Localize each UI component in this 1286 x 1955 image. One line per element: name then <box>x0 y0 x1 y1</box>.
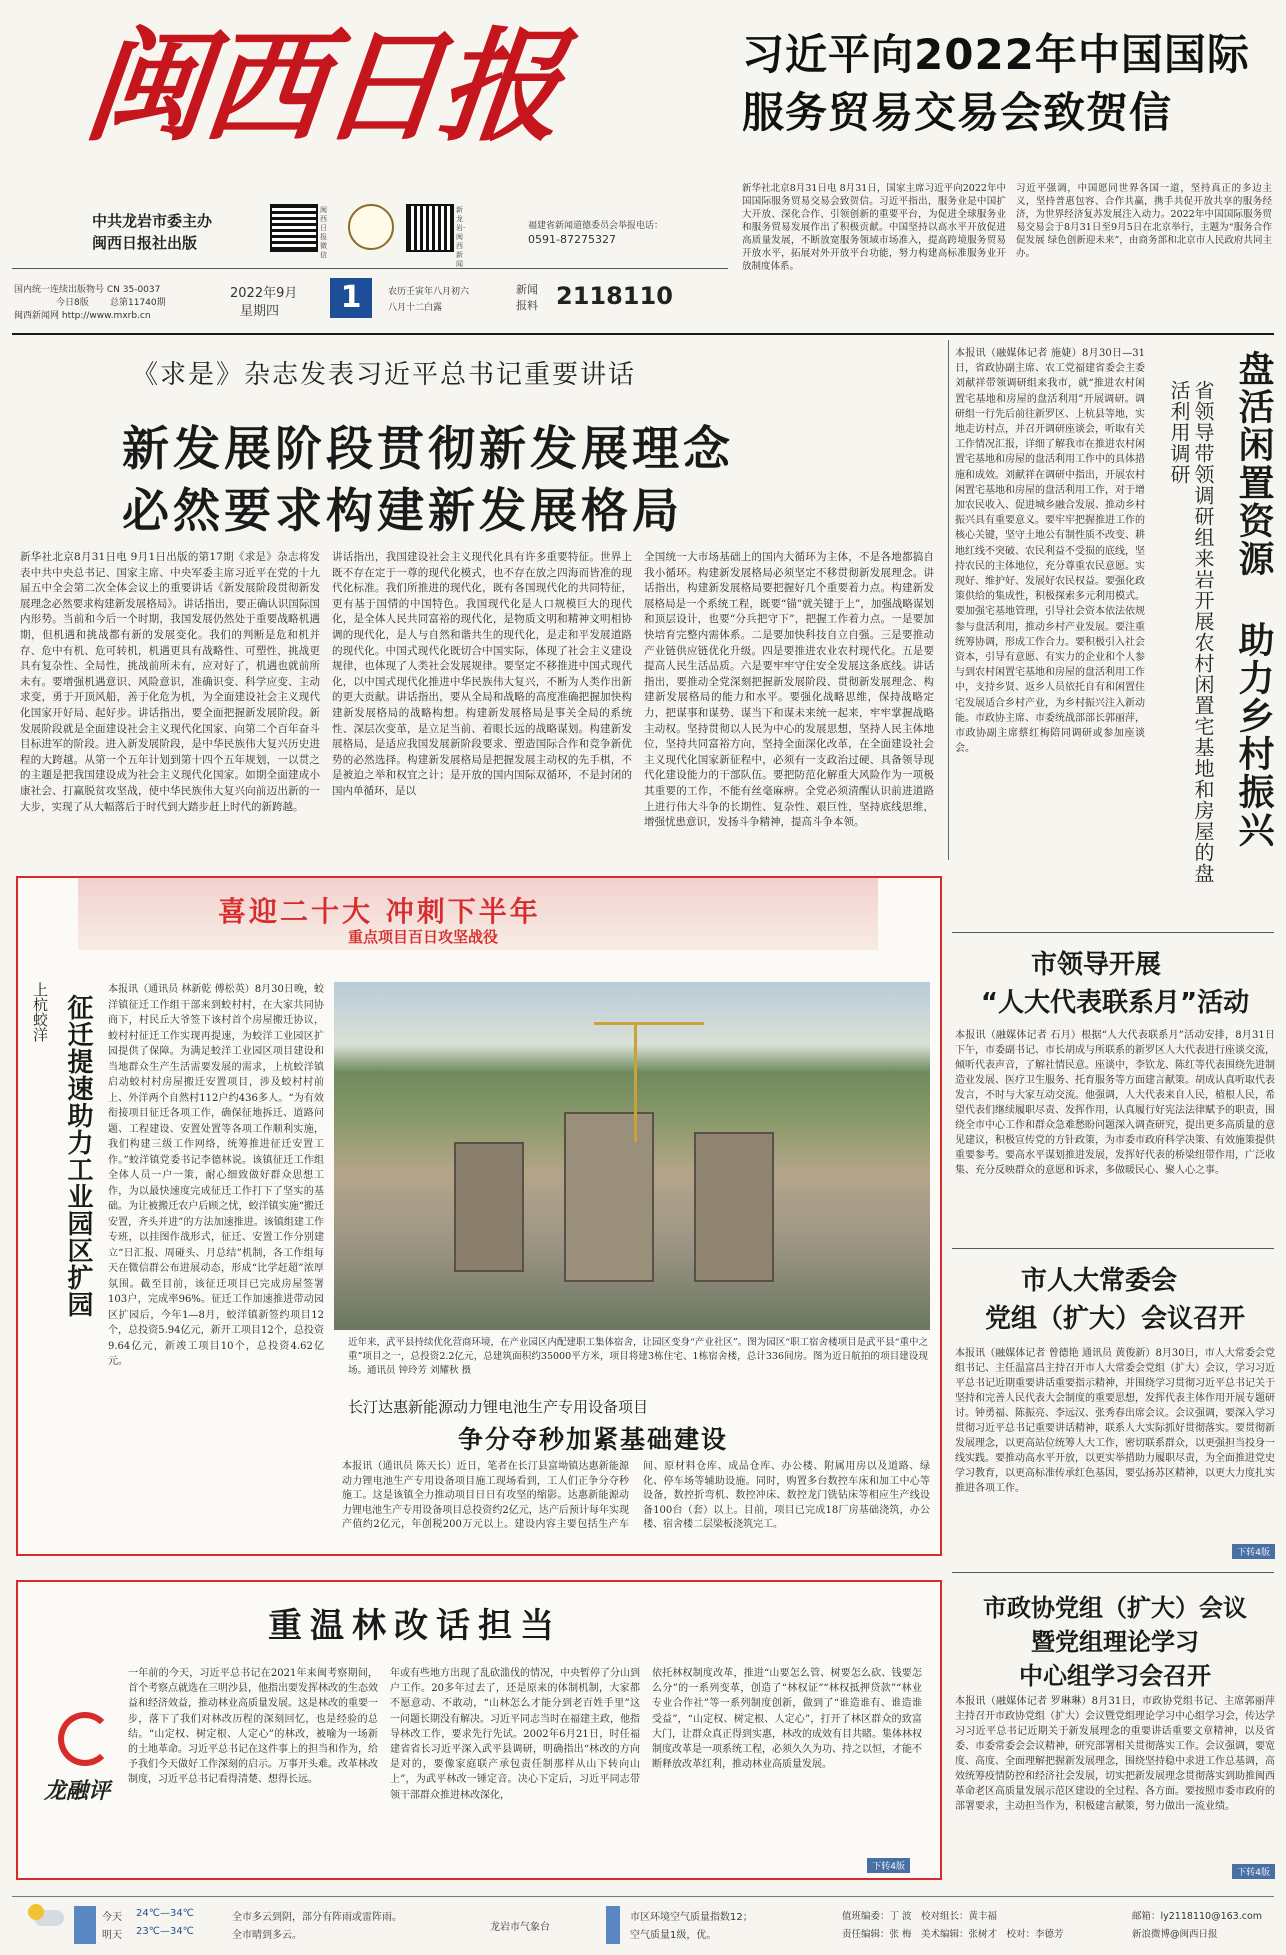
right1-body: 本报讯（融媒体记者 施婕）8月30日—31日，省政协副主席、农工党福建省委会主委刘献祥带领调研组来我市，就“推进农村闲置宅基地和房屋的盘活利用”开展调研。调研组一行先后前往新罗区、上杭县等地，实地走访村点，并召开调研座谈会，听取有关工作情况汇报，详细了解我市在推进农村闲置宅基地和房屋的盘活利用工作中的具体措施和成效。刘献祥在调研中指出，开展农村闲置宅基地和房屋的盘活利用工作，对于增加农民收入、促进城乡融合发展、推动乡村振兴具有重要意义。要牢牢把握推进工作的核心关键，坚守土地公有制性质不改变、耕地红线不突破、农民利益不受损的底线，坚持农民的主体地位，充分尊重农民意愿。实现好、维护好、发展好农民权益。要强化政策供给的集成性，积极探索多元利用模式。要加强宅基地管理，引导社会资本依法依规参与盘活利用，推动乡村产业发展。要注重统筹协调，形成工作合力。要积极引入社会资本，引导有意愿、有实力的企业和个人参与到农村闲置宅基地和房屋的盘活利用工作中，支持乡贤、返乡人员依托自有和闲置住宅发展适合乡村产业，为乡村振兴注入新动能。市政协主席、市委统战部部长郭丽萍，市政协副主席蔡红梅陪同调研或参加座谈会。 <box>955 348 1145 755</box>
feature-banner-sub: 重点项目百日攻坚战役 <box>348 928 499 946</box>
column-rule-right <box>948 340 949 860</box>
right3-more-link[interactable]: 下转4版 <box>1232 1544 1275 1559</box>
lunar-date-2: 八月十二白露 <box>388 303 443 313</box>
hotline-label: 福建省新闻道德委员会举报电话： <box>528 221 664 231</box>
top-headline: 习近平向2022年中国国际服务贸易交易会致贺信 <box>742 30 1250 137</box>
tomorrow-desc: 全市晴到多云。 <box>232 1930 302 1941</box>
construction-photo <box>334 982 930 1330</box>
email[interactable]: 邮箱：ly2118110@163.com <box>1132 1911 1263 1922</box>
app-qr-label: 新龙岩·闽西新闻 <box>456 206 466 268</box>
staff-line-1: 值班编委：丁 波 校对组长：黄丰福 <box>842 1911 998 1922</box>
right2-title-2: “人大代表联系月”活动 <box>980 988 1250 1018</box>
right-story-2 <box>955 936 1275 1246</box>
right4-more-link[interactable]: 下转4版 <box>1232 1864 1275 1879</box>
today-desc: 全市多云到阴，部分有阵雨或雷阵雨。 <box>232 1912 402 1923</box>
photo-crane <box>634 1022 637 1142</box>
photo-caption: 近年来，武平县持续优化营商环境，在产业园区内配建职工集体宿舍，让园区变身“产业社区”。图为园区“职工宿舍楼项目是武平县“重中之重”项目之一，总投资2.2亿元，总建筑面积约35000平方米，项目将建3栋住宅、1栋宿舍楼，总计336间房。图为近日航拍的项目建设现场。通讯员 钟玲芳 刘耀秋 摄 <box>348 1337 928 1376</box>
photo-building-1 <box>454 1142 524 1272</box>
column-logo-text: 龙融评 <box>44 1779 111 1804</box>
right3-title-2: 党组（扩大）会议召开 <box>984 1304 1245 1334</box>
dateline-rule-top <box>12 268 728 269</box>
hotline-number: 0591-87275327 <box>528 233 616 246</box>
issue-total: 总第11740期 <box>110 298 166 308</box>
project-title: 争分夺秒加紧基础建设 <box>458 1425 729 1454</box>
right1-sub: 省领导带领调研组来岩开展农村闲置宅基地和房屋的盘活利用调研 <box>1167 380 1215 884</box>
column-col-2: 年或有些地方出现了乱砍滥伐的情况，中央暂停了分山到户工作。20多年过去了，还是原来的体制机制，大家都不愿意动、不敢动，“山林怎么才能分到老百姓手里”这一问题长期没有解决。习近平同志当时在福建主政，他指导林改工作，要求先行先试。2002年6月21日，时任福建省省长习近平深入武平县调研，明确指出“林改的方向是对的，要像家庭联产承包责任制那样从山下转向山上”，为武平林改一锤定音。决心下定后，习近平同志带领干部群众推进林改深化， <box>390 1668 640 1801</box>
issn: 国内统一连续出版物号 CN 35-0037 <box>14 285 161 295</box>
today-temp: 24℃—34℃ <box>136 1908 194 1919</box>
wechat-qr-icon[interactable] <box>272 206 316 250</box>
column-more-link[interactable]: 下转4版 <box>867 1858 910 1873</box>
logo: 闽西日报 <box>78 14 566 158</box>
photo-crane-arm <box>594 1022 704 1025</box>
right-story-4 <box>955 1580 1275 1880</box>
project-kicker: 长汀达惠新能源动力锂电池生产专用设备项目 <box>348 1398 649 1416</box>
project-body: 本报讯（通讯员 陈天长）近日，笔者在长汀县富坳镇达惠新能源动力锂电池生产专用设备项目施工现场看到，工人们正争分夺秒施工。这是该镇全力推动项目日日有攻坚的缩影。达惠新能源动力锂电池生产专用设备项目总投资约2亿元，达产后预计每年实现产值约2亿元，年创税200万元以上。建设内容主要包括生产车间、原材料仓库、成品仓库、办公楼、附属用房以及道路、绿化、停车场等辅助设施。同时，购置多台数控车床和加工中心等设备，数控折弯机、数控冲床、数控龙门铣钻床等相应生产线设备100台（套）以上。目前，项目已完成18厂房基础浇筑，办公楼、宿舍楼二层梁板浇筑完工。 <box>342 1461 930 1531</box>
right2-title-1: 市领导开展 <box>1031 950 1162 980</box>
lead-col-3: 全国统一大市场基础上的国内大循环为主体，不是各地都搞自我小循环。构建新发展格局必须坚定不移贯彻新发展理念。讲话指出，构建新发展格局要把握好几个重要着力点。构建新发展格局是一个系统工程，既要“锚”就关键于上”，加强战略谋划和顶层设计，也要“分兵把守下”，把握工作着力点。一是要加快培育完整内需体系。二是要加快科技自立自强。三是要推动产业链供应链优化升级。四是要推进农业农村现代化。五是要提高人民生活品质。六是要牢牢守住安全发展这条底线。讲话指出，要推动全党深刻把握新发展阶段、贯彻新发展理念、构建新发展格局的能力和水平。要强化战略思维，保持战略定力，把谋事和谋势、谋当下和谋未来统一起来，牢牢掌握战略主动权。坚持贯彻以人民为中心的发展思想，坚持人民主体地位，坚持共同富裕方向，坚持全面深化改革，在全面建设社会主义现代化国家新征程中，必须有一支政治过硬、具备领导现代化建设能力的干部队伍。要把防范化解重大风险作为一项极其重要的工作，不能有丝毫麻痹。全党必须清醒认识前进道路上进行伟大斗争的长期性、复杂性、艰巨性，坚持底线思维，增强忧患意识，发扬斗争精神，提高斗争本领。 <box>644 551 934 829</box>
right4-title-3: 中心组学习会召开 <box>1019 1662 1211 1690</box>
day-badge: 1 <box>330 278 372 318</box>
tomorrow-label: 明天 <box>102 1930 122 1941</box>
today-label: 今天 <box>102 1912 122 1923</box>
column-box <box>16 1580 942 1880</box>
news-line-number: 2118110 <box>556 282 673 310</box>
right-rule-2 <box>952 932 1274 933</box>
photo-building-2 <box>564 1112 654 1282</box>
feature-banner-title: 喜迎二十大 冲刺下半年 <box>218 895 541 928</box>
wechat-qr-label: 闽西日报微信 <box>320 206 327 259</box>
app-qr-icon[interactable] <box>408 206 452 250</box>
footer <box>12 1900 1274 1950</box>
top-story-col-1: 新华社北京8月31日电 8月31日，国家主席习近平向2022年中国国际服务贸易交易会致贺信。习近平指出，服务业是中国扩大开放、深化合作、引领创新的重要平台，为促进全球服务业和服务贸易发展作出了积极贡献。中国坚持以高水平开放促进高质量发展，不断放宽服务领域市场准入，提高跨境服务贸易开放水平，拓展对外开放平台功能，努力构建高标准服务业开放制度体系。 <box>742 183 1006 272</box>
page-count: 今日8版 <box>56 298 89 308</box>
right3-title-1: 市人大常委会 <box>1021 1266 1178 1296</box>
tomorrow-temp: 23℃—34℃ <box>136 1926 194 1937</box>
aqi-line-2: 空气质量1级，优。 <box>630 1930 717 1941</box>
right4-title-1: 市政协党组（扩大）会议 <box>983 1594 1247 1622</box>
masthead <box>0 0 1286 321</box>
news-line-label: 新闻报料 <box>516 283 538 312</box>
dragon-logo-icon <box>58 1712 112 1766</box>
footer-rule <box>12 1896 1274 1897</box>
site-url: 闽西新闻网 http://www.mxrb.cn <box>14 311 151 321</box>
staff-line-2: 责任编辑：张 梅 美术编辑：张树才 校对：李德芳 <box>842 1929 1064 1940</box>
feature-body: 本报讯（通讯员 林新乾 傅松英）8月30日晚，蛟洋镇征迁工作组干部来到蛟村村，在大家共同协商下，村民丘大爷签下该村首个房屋搬迁协议，蛟村村征迁工作实现再提速，为蛟洋工业园区扩园提供了保障。为满足蛟洋工业园区项目建设和当地群众生产生活需要发展的需求，上杭蛟洋镇启动蛟村村房屋搬迁安置项目，涉及蛟村村前上、外洋两个自然村112户约436多人。“为有效衔接项目征迁各项工作，确保征地拆迁、道路问题、工程建设、安置处置等各项工作顺利实施，我们构建三级工作网络，统筹推进征迁安置工作。”蛟洋镇党委书记李德林说。该镇征迁工作组全体人员一户一策，耐心细致做好群众思想工作，为以最快速度完成征迁工作打下了坚实的基础。为让被搬迁农户后顾之忧，蛟洋镇实施“搬迁安置，齐头并进”的方法加速推进。该镇组建工作专班，以挂图作战形式，征迁、安置工作分别建立“日汇报、周碰头、月总结”机制，各工作组每天在微信群公布进展动态，形成“比学赶超”浓厚氛围。截至目前，该征迁项目已完成房屋签署103户，完成率96%。征迁工作加速推进带动园区扩园后，今年1—8月，蛟洋镇新签约项目12个，总投资5.94亿元，新开工项目12个，总投资9.64亿元，新竣工项目10个，总投资4.62亿元。 <box>108 984 324 1367</box>
weibo[interactable]: 新浪微博@闽西日报 <box>1132 1929 1218 1940</box>
lead-kicker: 《求是》杂志发表习近平总书记重要讲话 <box>132 360 637 390</box>
lead-title-2: 必然要求构建新发展格局 <box>122 484 683 539</box>
lunar-date-1: 农历壬寅年八月初六 <box>388 287 470 297</box>
weather-badge <box>74 1906 96 1944</box>
right-rule-3 <box>952 1248 1274 1249</box>
weather-source: 龙岩市气象台 <box>490 1922 550 1933</box>
lead-col-1: 新华社北京8月31日电 9月1日出版的第17期《求是》杂志将发表中共中央总书记、国家主席、中央军委主席习近平在党的十九届五中全会第二次全体会议上的重要讲话《新发展阶段贯彻新发展理念必然要求构建新发展格局》。讲话指出，要正确认识国际国内形势。当前和今后一个时期，我国发展仍然处于重要战略机遇期，但机遇和挑战都有新的发展变化。我们的判断是危和机并存、危中有机、危可转机，机遇更具有战略性、可塑性，挑战更具有复杂性、全局性，挑战前所未有，应对好了，机遇也就前所未有。要增强机遇意识、风险意识，准确识变、科学应变、主动求变，勇于开顶风船，善于化危为机，为全面建设社会主义现代化国家开好局、起好步。讲话指出，要全面把握新发展阶段。新发展阶段就是全面建设社会主义现代化国家、向第二个百年奋斗目标进军的阶段。进入新发展阶段，是中华民族伟大复兴历史进程的大跨越。从第一个五年计划到第十四个五年规划，一以贯之的主题是把我国建设成为社会主义现代化国家。如期全面建成小康社会、打赢脱贫攻坚战，使中华民族伟大复兴向前迈出新的一大步，实现了从大幅落后于时代到大踏步赶上时代的新跨越。 <box>20 551 320 813</box>
dateline-bar <box>12 270 728 330</box>
weekday: 星期四 <box>240 304 280 319</box>
right4-body: 本报讯（融媒体记者 罗琳琳）8月31日，市政协党组书记、主席郭丽萍主持召开市政协党组（扩大）会议暨党组理论学习中心组学习会，传达学习习近平总书记近期关于新发展理念的重要讲话重要文章精神，以及省委、市委常委会会议精神，研究部署相关贯彻落实工作。会议强调，要宽度、高度、全面理解把握新发展理念，围绕坚持稳中求进工作总基调，高效统筹疫情防控和经济社会发展，切实把新发展理念贯彻落实到助推闽西革命老区高质量发展示范区建设的全过程、各方面。要按照市委市政府的部署要求，主动担当作为，积极建言献策，努力做出一流业绩。 <box>955 1696 1275 1812</box>
right1-title: 盘活闲置资源 助力乡村振兴 <box>1233 350 1274 849</box>
app-badge-icon[interactable] <box>348 204 394 250</box>
org-line-1: 中共龙岩市委主办 <box>92 212 213 230</box>
aqi-line-1: 市区环境空气质量指数12； <box>630 1912 753 1923</box>
lead-story <box>12 340 942 870</box>
right-rule-4 <box>952 1572 1274 1573</box>
right2-body: 本报讯（融媒体记者 石月）根据“人大代表联系月”活动安排，8月31日下午，市委副书记、市长胡成与所联系的新罗区人大代表进行座谈交流，倾听代表声音，了解社情民意。座谈中，李钦龙、陈红等代表围绕先进制造业发展、医疗卫生服务、托育服务等方面建言献策。胡成认真听取代表发言，不时与大家互动交流。他强调，人大代表来自人民，植根人民，希望代表们继续履职尽责、发挥作用，认真履行好宪法法律赋予的职责，围绕全市中心工作和群众急难愁盼问题深入调查研究，提出更多高质量的意见建议，积极宣传党的方针政策，为市委市政府科学决策、有效施策提供重要参考。要高水平谋划推进发展，发挥好代表的桥梁纽带作用，广泛收集、充分反映群众的意愿和诉求，多做暖民心、聚人心之事。 <box>955 1030 1275 1176</box>
aqi-badge <box>606 1906 620 1944</box>
feature-box <box>16 876 942 1556</box>
right4-title-2: 暨党组理论学习 <box>1031 1628 1199 1656</box>
top-story-col-2: 习近平强调，中国愿同世界各国一道，坚持真正的多边主义，坚持普惠包容、合作共赢，携手共促开放共享的服务经济，为世界经济复苏发展注入动力。2022年中国国际服务贸易交易会于8月31日至9月5日在北京举行，主题为“服务合作促发展 绿色创新迎未来”，由商务部和北京市人民政府共同主办。 <box>1016 183 1272 259</box>
photo-building-3 <box>694 1132 774 1282</box>
column-col-3: 依托林权制度改革，推进“山要怎么管、树要怎么砍、钱要怎么分”的一系列变革，创造了“林权证”“林权抵押贷款”“林业专业合作社”等一系列制度创新，做到了“谁造谁有、谁造谁受益”，“山定权、树定根、人定心”，打开了林区群众的致富大门，让群众真正得到实惠，林改的成效有目共睹。集体林权制度改革是一项系统工程，必须久久为功、持之以恒，才能不断释放改革红利，推动林业高质量发展。 <box>652 1668 922 1771</box>
column-col-1: 一年前的今天，习近平总书记在2021年来闽考察期间，首个考察点就选在三明沙县，他指出要发挥林改的生态效益和经济效益，推动林业高质量发展。这是林改的重要一步，落下了我们对林改历程的深刻回忆，也是经验的总结。“山定权、树定根、人定心”的林改，被喻为一场新的土地革命。习近平总书记在这件事上的担当和作为，给予我们今天做好工作深刻的启示。万事开头难。改革林改制度，习近平总书记看得清楚、想得长远。 <box>128 1668 378 1786</box>
feature-headline: 征迁提速助力工业园区扩园 <box>63 994 93 1318</box>
masthead-rule-bottom <box>12 333 1274 335</box>
lead-title-1: 新发展阶段贯彻新发展理念 <box>122 422 734 477</box>
org-line-2: 闽西日报社出版 <box>92 234 198 252</box>
lead-col-2: 讲话指出，我国建设社会主义现代化具有许多重要特征。世界上既不存在定于一尊的现代化模式，也不存在放之四海而皆准的现代化标准。我们所推进的现代化，既有各国现代化的共同特征，更有基于国情的中国特色。我国现代化是人口规模巨大的现代化，是全体人民共同富裕的现代化，是物质文明和精神文明相协调的现代化，是人与自然和谐共生的现代化，是走和平发展道路的现代化。中国式现代化既切合中国实际，体现了社会主义建设规律，也体现了人类社会发展规律。要坚定不移推进中国式现代化，以中国式现代化推进中华民族伟大复兴，不断为人类作出新的更大贡献。讲话指出，要从全局和战略的高度准确把握加快构建新发展格局的战略构想。构建新发展格局是事关全局的系统性、深层次变革，是立足当前、着眼长远的战略谋划。构建新发展格局，是适应我国发展新阶段要求、塑造国际合作和竞争新优势的必然选择。构建新发展格局是把握发展主动权的先手棋，不是被迫之举和权宜之计；是开放的国内国际双循环，不是封闭的国内单循环，是以 <box>332 551 632 797</box>
right-story-1 <box>955 340 1275 930</box>
column-title: 重温林改话担当 <box>268 1606 562 1646</box>
date-year-month: 2022年9月 <box>230 286 298 301</box>
right-story-3 <box>955 1252 1275 1557</box>
weather-sun-icon <box>28 1904 44 1920</box>
feature-location: 上杭蛟洋 <box>31 982 49 1042</box>
right3-body: 本报讯（融媒体记者 曾德艳 通讯员 黄俊新）8月30日，市人大常委会党组书记、主任温富昌主持召开市人大常委会党组（扩大）会议，学习习近平总书记近期重要讲话重要指示精神，并围绕学习贯彻习近平总书记关于坚持和完善人民代表大会制度的重要思想，发挥代表主体作用开展专题研讨。钟勇福、陈振亮、李远汉、张秀春出席会议。会议强调，要深入学习贯彻习近平总书记重要讲话精神，联系人大实际抓好贯彻落实。要贯彻新发展理念，以更高站位统筹人大工作，密切联系群众，以更强担当投身一线实践。要推动高水平开放，以更实举措助力履职尽责，为全面推进党史学习教育，以更高标准传承红色基因，要弘扬苏区精神，以更大力度扎实推进各项工作。 <box>955 1348 1275 1494</box>
